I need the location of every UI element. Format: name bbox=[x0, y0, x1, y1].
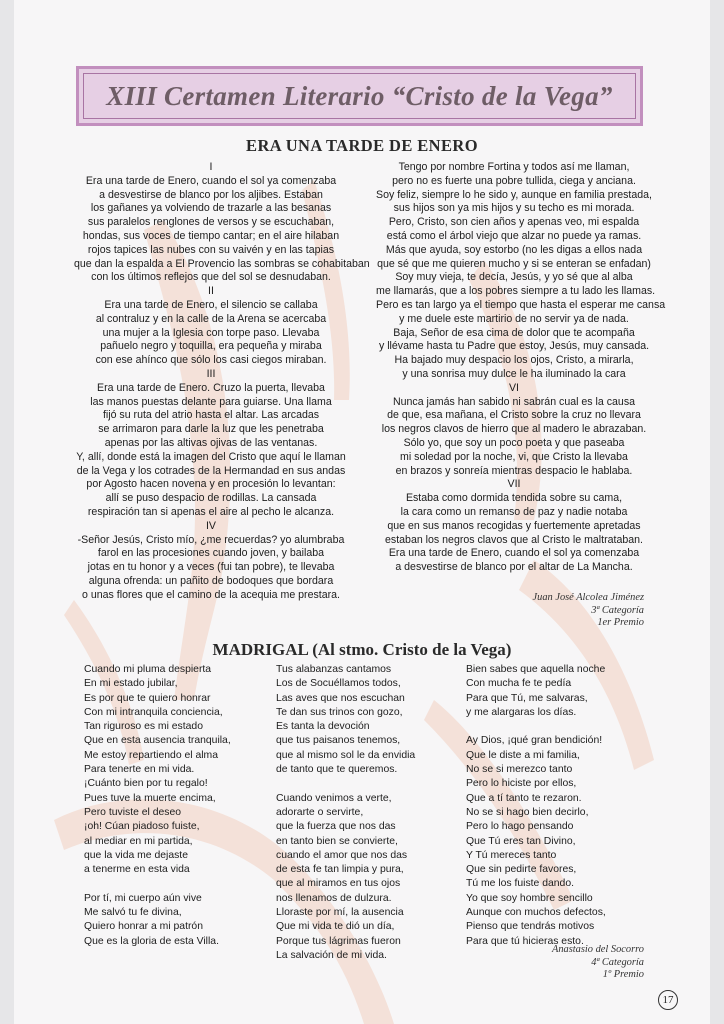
madrigal-line: Cuando venimos a verte, bbox=[276, 792, 392, 804]
poem-line: jotas en tu honor y a veces (fui tan pobre), te llevaba bbox=[87, 561, 335, 574]
poem-line: en brazos y sonreía mientras despacio le hablaba. bbox=[395, 464, 633, 477]
madrigal-line: La salvación de mi vida. bbox=[276, 949, 387, 961]
madrigal-line: Pues tuve la muerte encima, bbox=[84, 792, 216, 804]
madrigal-line: Aunque con muchos defectos, bbox=[466, 907, 606, 919]
poem-line: Más que ayuda, soy estorbo (no les digas a ellos nada bbox=[385, 243, 643, 256]
poem1-category: 3ª Categoría bbox=[591, 604, 644, 616]
poem2-prize: 1º Premio bbox=[602, 969, 644, 980]
poem-line: Sólo yo, que soy un poco poeta y que paseaba bbox=[403, 436, 625, 449]
madrigal-line: Tú me los fuiste dando. bbox=[466, 878, 575, 890]
madrigal-line: Para tenerte en mi vida. bbox=[84, 764, 195, 776]
contest-title: XIII Certamen Literario “Cristo de la Vega” bbox=[106, 80, 613, 111]
poem-line: a desvestirse de blanco por el altar de La Mancha. bbox=[395, 561, 633, 574]
poem-line: IV bbox=[205, 519, 216, 532]
poem2-category: 4ª Categoría bbox=[591, 956, 644, 968]
madrigal-line: Las aves que nos escuchan bbox=[276, 692, 405, 704]
poem-line: Baja, Señor de esa cima de dolor que te acompaña bbox=[393, 326, 635, 339]
madrigal-line: Me estoy repartiendo el alma bbox=[84, 749, 218, 761]
madrigal-line: Me salvó tu fe divina, bbox=[84, 907, 182, 919]
poem-line: mi soledad por la noche, vi, que Cristo la llevaba bbox=[400, 450, 628, 463]
poem2-column-2 bbox=[276, 663, 415, 963]
madrigal-line: Lloraste por mí, la ausencia bbox=[276, 907, 404, 919]
madrigal-line: En mi estado jubilar, bbox=[84, 678, 178, 690]
poem2-column-1 bbox=[84, 663, 231, 949]
poem-line: sus paralelos renglones de versos y se escuchaban, bbox=[87, 216, 335, 229]
poem-line: la cara como un remanso de paz y nadie notaba bbox=[400, 505, 628, 518]
poem-line: VII bbox=[507, 478, 521, 491]
poem-line: Soy feliz, siempre lo he sido y, aunque en familia prestada, bbox=[376, 188, 652, 201]
madrigal-line bbox=[276, 777, 415, 791]
madrigal-line: al mediar en mi partida, bbox=[84, 835, 193, 847]
poem-line: de que, esa mañana, el Cristo sobre la cruz no llevara bbox=[387, 409, 641, 422]
madrigal-line: y me alargaras los días. bbox=[466, 706, 577, 718]
poem-line: apenas por las altivas ojivas de las ventanas. bbox=[104, 436, 318, 449]
madrigal-line: Para que tú hicieras esto. bbox=[466, 935, 584, 947]
madrigal-line: ¡oh! Cúan piadoso fuiste, bbox=[84, 821, 200, 833]
poem-line: Pero es tan largo ya el tiempo que hasta el esperar me cansa bbox=[376, 298, 666, 311]
madrigal-line: Pero tuviste el deseo bbox=[84, 806, 182, 818]
madrigal-line: Pienso que tendrás motivos bbox=[466, 921, 595, 933]
madrigal-line: que tus paisanos tenemos, bbox=[276, 735, 401, 747]
poem-line: los negros clavos de hierro que al madero le abrazaban. bbox=[381, 423, 647, 436]
poem-line: de la Vega y los cotrades de la Hermandad en sus andas bbox=[76, 464, 346, 477]
poem-line: hondas, sus voces de tiempo cantar; en el aire hilaban bbox=[82, 229, 340, 242]
poem-line: los gañanes ya volviendo de trazarle a las besanas bbox=[90, 202, 332, 215]
madrigal-line: Que en esta ausencia tranquila, bbox=[84, 735, 231, 747]
poem2-credit bbox=[552, 944, 644, 982]
poem-line: o unas flores que el camino de la acequia me prestara. bbox=[82, 588, 340, 601]
poem1-right-column bbox=[376, 161, 666, 575]
page-number: 17 bbox=[658, 990, 678, 1010]
madrigal-line: Tan riguroso es mi estado bbox=[84, 721, 203, 733]
madrigal-line: Con mucha fe te pedía bbox=[466, 678, 572, 690]
poem-line: Era una tarde de Enero, cuando el sol ya comenzaba bbox=[85, 174, 337, 187]
poem-line: estaban los negros clavos que al Cristo le maltrataban. bbox=[385, 533, 643, 546]
madrigal-line: Cuando mi pluma despierta bbox=[84, 664, 212, 675]
poem-line: fijó su ruta del atrio hasta el altar. Las arcadas bbox=[102, 409, 320, 422]
poem-line: con los últimos reflejos que del sol se desnudaban. bbox=[91, 271, 331, 284]
madrigal-line: Pero lo hiciste por ellos, bbox=[466, 778, 577, 790]
madrigal-line: nos llenamos de dulzura. bbox=[276, 892, 392, 904]
poem-line: una mujer a la Iglesia con torpe paso. Llevaba bbox=[102, 326, 320, 339]
madrigal-line: que al mismo sol le da envidia bbox=[276, 749, 416, 761]
madrigal-line: Quiero honrar a mi patrón bbox=[84, 921, 203, 933]
madrigal-line: Yo que soy hombre sencillo bbox=[466, 892, 593, 904]
madrigal-line: No se si merezco tanto bbox=[466, 764, 573, 776]
madrigal-line: Que mi vida te dió un día, bbox=[276, 921, 395, 933]
madrigal-line: Porque tus lágrimas fueron bbox=[276, 935, 401, 947]
madrigal-line: Pero lo hago pensando bbox=[466, 821, 574, 833]
poem-line: Nunca jamás han sabido ni sabrán cual es la causa bbox=[392, 395, 636, 408]
poem-line: Era una tarde de Enero, el silencio se callaba bbox=[104, 298, 318, 311]
madrigal-line: Tus alabanzas cantamos bbox=[276, 664, 392, 675]
madrigal-line: en tanto bien se convierte, bbox=[276, 835, 398, 847]
madrigal-line: Que sin pedirte favores, bbox=[466, 864, 577, 876]
poem-line: y llévame hasta tu Padre que estoy, Jesús, muy cansada. bbox=[378, 340, 650, 353]
poem-line: Pero, Cristo, son cien años y apenas veo, mi espalda bbox=[388, 216, 640, 229]
poem-line: rojos tapices las nubes con su vaivén y en las tapias bbox=[87, 243, 335, 256]
poem-line: y una sonrisa muy dulce le ha iluminado la cara bbox=[402, 367, 626, 380]
poem-line: al contraluz y en la calle de la Arena se acercaba bbox=[95, 312, 327, 325]
poem-line: Ha bajado muy despacio los ojos, Cristo, a mirarla, bbox=[394, 354, 634, 367]
poem-line: allí se puso despacio de rodillas. La cansada bbox=[105, 492, 317, 505]
madrigal-line: Ay Dios, ¡qué gran bendición! bbox=[466, 735, 603, 747]
madrigal-line: Te dan sus trinos con gozo, bbox=[276, 706, 403, 718]
poem-line: pero no es fuerte una pobre tullida, ciega y anciana. bbox=[392, 174, 636, 187]
poem-line: III bbox=[206, 367, 216, 380]
madrigal-line: de tanto que te queremos. bbox=[276, 764, 398, 776]
magazine-page bbox=[14, 0, 710, 1024]
poem-line: con ese ahínco que sólo los casi ciegos miraban. bbox=[95, 354, 327, 367]
poem-line: las manos puestas delante para guiarse. Una llama bbox=[90, 395, 332, 408]
contest-banner bbox=[76, 66, 643, 126]
poem-line: -Señor Jesús, Cristo mío, ¿me recuerdas? yo alumbraba bbox=[77, 533, 345, 546]
poem-line: VI bbox=[508, 381, 519, 394]
poem-line: que sé que me quieren mucho y si se enteran se enfadan) bbox=[377, 257, 651, 270]
poem2-author: Anastasio del Socorro bbox=[552, 944, 644, 955]
madrigal-line: cuando el amor que nos das bbox=[276, 849, 408, 861]
madrigal-line: ¡Cuánto bien por tu regalo! bbox=[84, 778, 208, 790]
poem-line: Era una tarde de Enero, cuando el sol ya comenzaba bbox=[388, 547, 640, 560]
poem-line: me llamarás, que a los pobres siempre a tu lado les llamas. bbox=[376, 285, 656, 298]
poem-line: alguna ofrenda: un pañito de bodoques que bordara bbox=[88, 574, 334, 587]
poem2-title: MADRIGAL (Al stmo. Cristo de la Vega) bbox=[212, 640, 512, 659]
poem-line: II bbox=[208, 285, 214, 298]
poem-line: que en sus manos recogidas y fuertemente apretadas bbox=[387, 519, 641, 532]
poem-line: Soy muy vieja, te decía, Jesús, y yo sé que al alba bbox=[395, 271, 633, 284]
madrigal-line: a tenerme en esta vida bbox=[84, 864, 190, 876]
poem-line: que dan la espalda a El Provencio las sombras se cohabitaban bbox=[74, 257, 370, 270]
madrigal-line bbox=[84, 877, 231, 891]
madrigal-line: Con mi intranquila conciencia, bbox=[84, 706, 223, 718]
madrigal-line: No se si hago bien decirlo, bbox=[466, 806, 589, 818]
madrigal-line: Que es la gloria de esta Villa. bbox=[84, 935, 219, 947]
poem1-prize: 1er Premio bbox=[597, 617, 644, 628]
madrigal-line: Es tanta la devoción bbox=[276, 721, 370, 733]
madrigal-line: que al miramos en tus ojos bbox=[276, 878, 401, 890]
poem1-title: ERA UNA TARDE DE ENERO bbox=[246, 136, 478, 155]
madrigal-line: Por tí, mi cuerpo aún vive bbox=[84, 892, 202, 904]
madrigal-line bbox=[466, 720, 606, 734]
madrigal-line: Es por que te quiero honrar bbox=[84, 692, 211, 704]
poem-line: está como el árbol viejo que alzar no puede ya ramas. bbox=[386, 229, 642, 242]
madrigal-line: Que Tú eres tan Divino, bbox=[466, 835, 576, 847]
poem-line: pañuelo negro y toquilla, era pequeña y miraba bbox=[100, 340, 322, 353]
poem2-column-3 bbox=[466, 663, 606, 949]
poem-line: respiración tan si apenas el aire al pecho le alcanza. bbox=[87, 505, 335, 518]
madrigal-line: de esta fe tan limpia y pura, bbox=[276, 864, 404, 876]
madrigal-line: adorarte o servirte, bbox=[276, 806, 364, 818]
poem-line: Estaba como dormida tendida sobre su cama, bbox=[405, 492, 623, 505]
madrigal-line: Bien sabes que aquella noche bbox=[466, 664, 606, 675]
poem-line: sus hijos son ya mis hijos y su techo es mi morada. bbox=[393, 202, 635, 215]
madrigal-line: que la fuerza que nos das bbox=[276, 821, 396, 833]
madrigal-line: Que le diste a mi familia, bbox=[466, 749, 580, 761]
poem-line: por Agosto hacen novena y en procesión lo levantan: bbox=[86, 478, 336, 491]
madrigal-line: que la vida me dejaste bbox=[84, 849, 188, 861]
madrigal-line: Los de Socuéllamos todos, bbox=[276, 678, 401, 690]
madrigal-line: Y Tú mereces tanto bbox=[466, 849, 557, 861]
madrigal-line: Para que Tú, me salvaras, bbox=[466, 692, 588, 704]
poem-line: Era una tarde de Enero. Cruzo la puerta, llevaba bbox=[97, 381, 325, 394]
poem-line: Y, allí, donde está la imagen del Cristo que aquí le llaman bbox=[76, 450, 346, 463]
poem1-left-column bbox=[74, 161, 370, 603]
poem1-credit bbox=[533, 592, 644, 630]
poem-line: farol en las procesiones cuando joven, y bailaba bbox=[97, 547, 325, 560]
poem-line: Tengo por nombre Fortina y todos así me llaman, bbox=[398, 161, 630, 173]
poem-line: se arrimaron para darle la luz que les penetraba bbox=[98, 423, 324, 436]
madrigal-line: Que a tí tanto te rezaron. bbox=[466, 792, 582, 804]
poem1-author: Juan José Alcolea Jiménez bbox=[532, 592, 644, 603]
poem-line: y me duele este martirio de no servir ya de nada. bbox=[399, 312, 629, 325]
poem-line: I bbox=[209, 161, 213, 173]
poem-line: a desvestirse de blanco por los aljibes. Estaban bbox=[99, 188, 323, 201]
